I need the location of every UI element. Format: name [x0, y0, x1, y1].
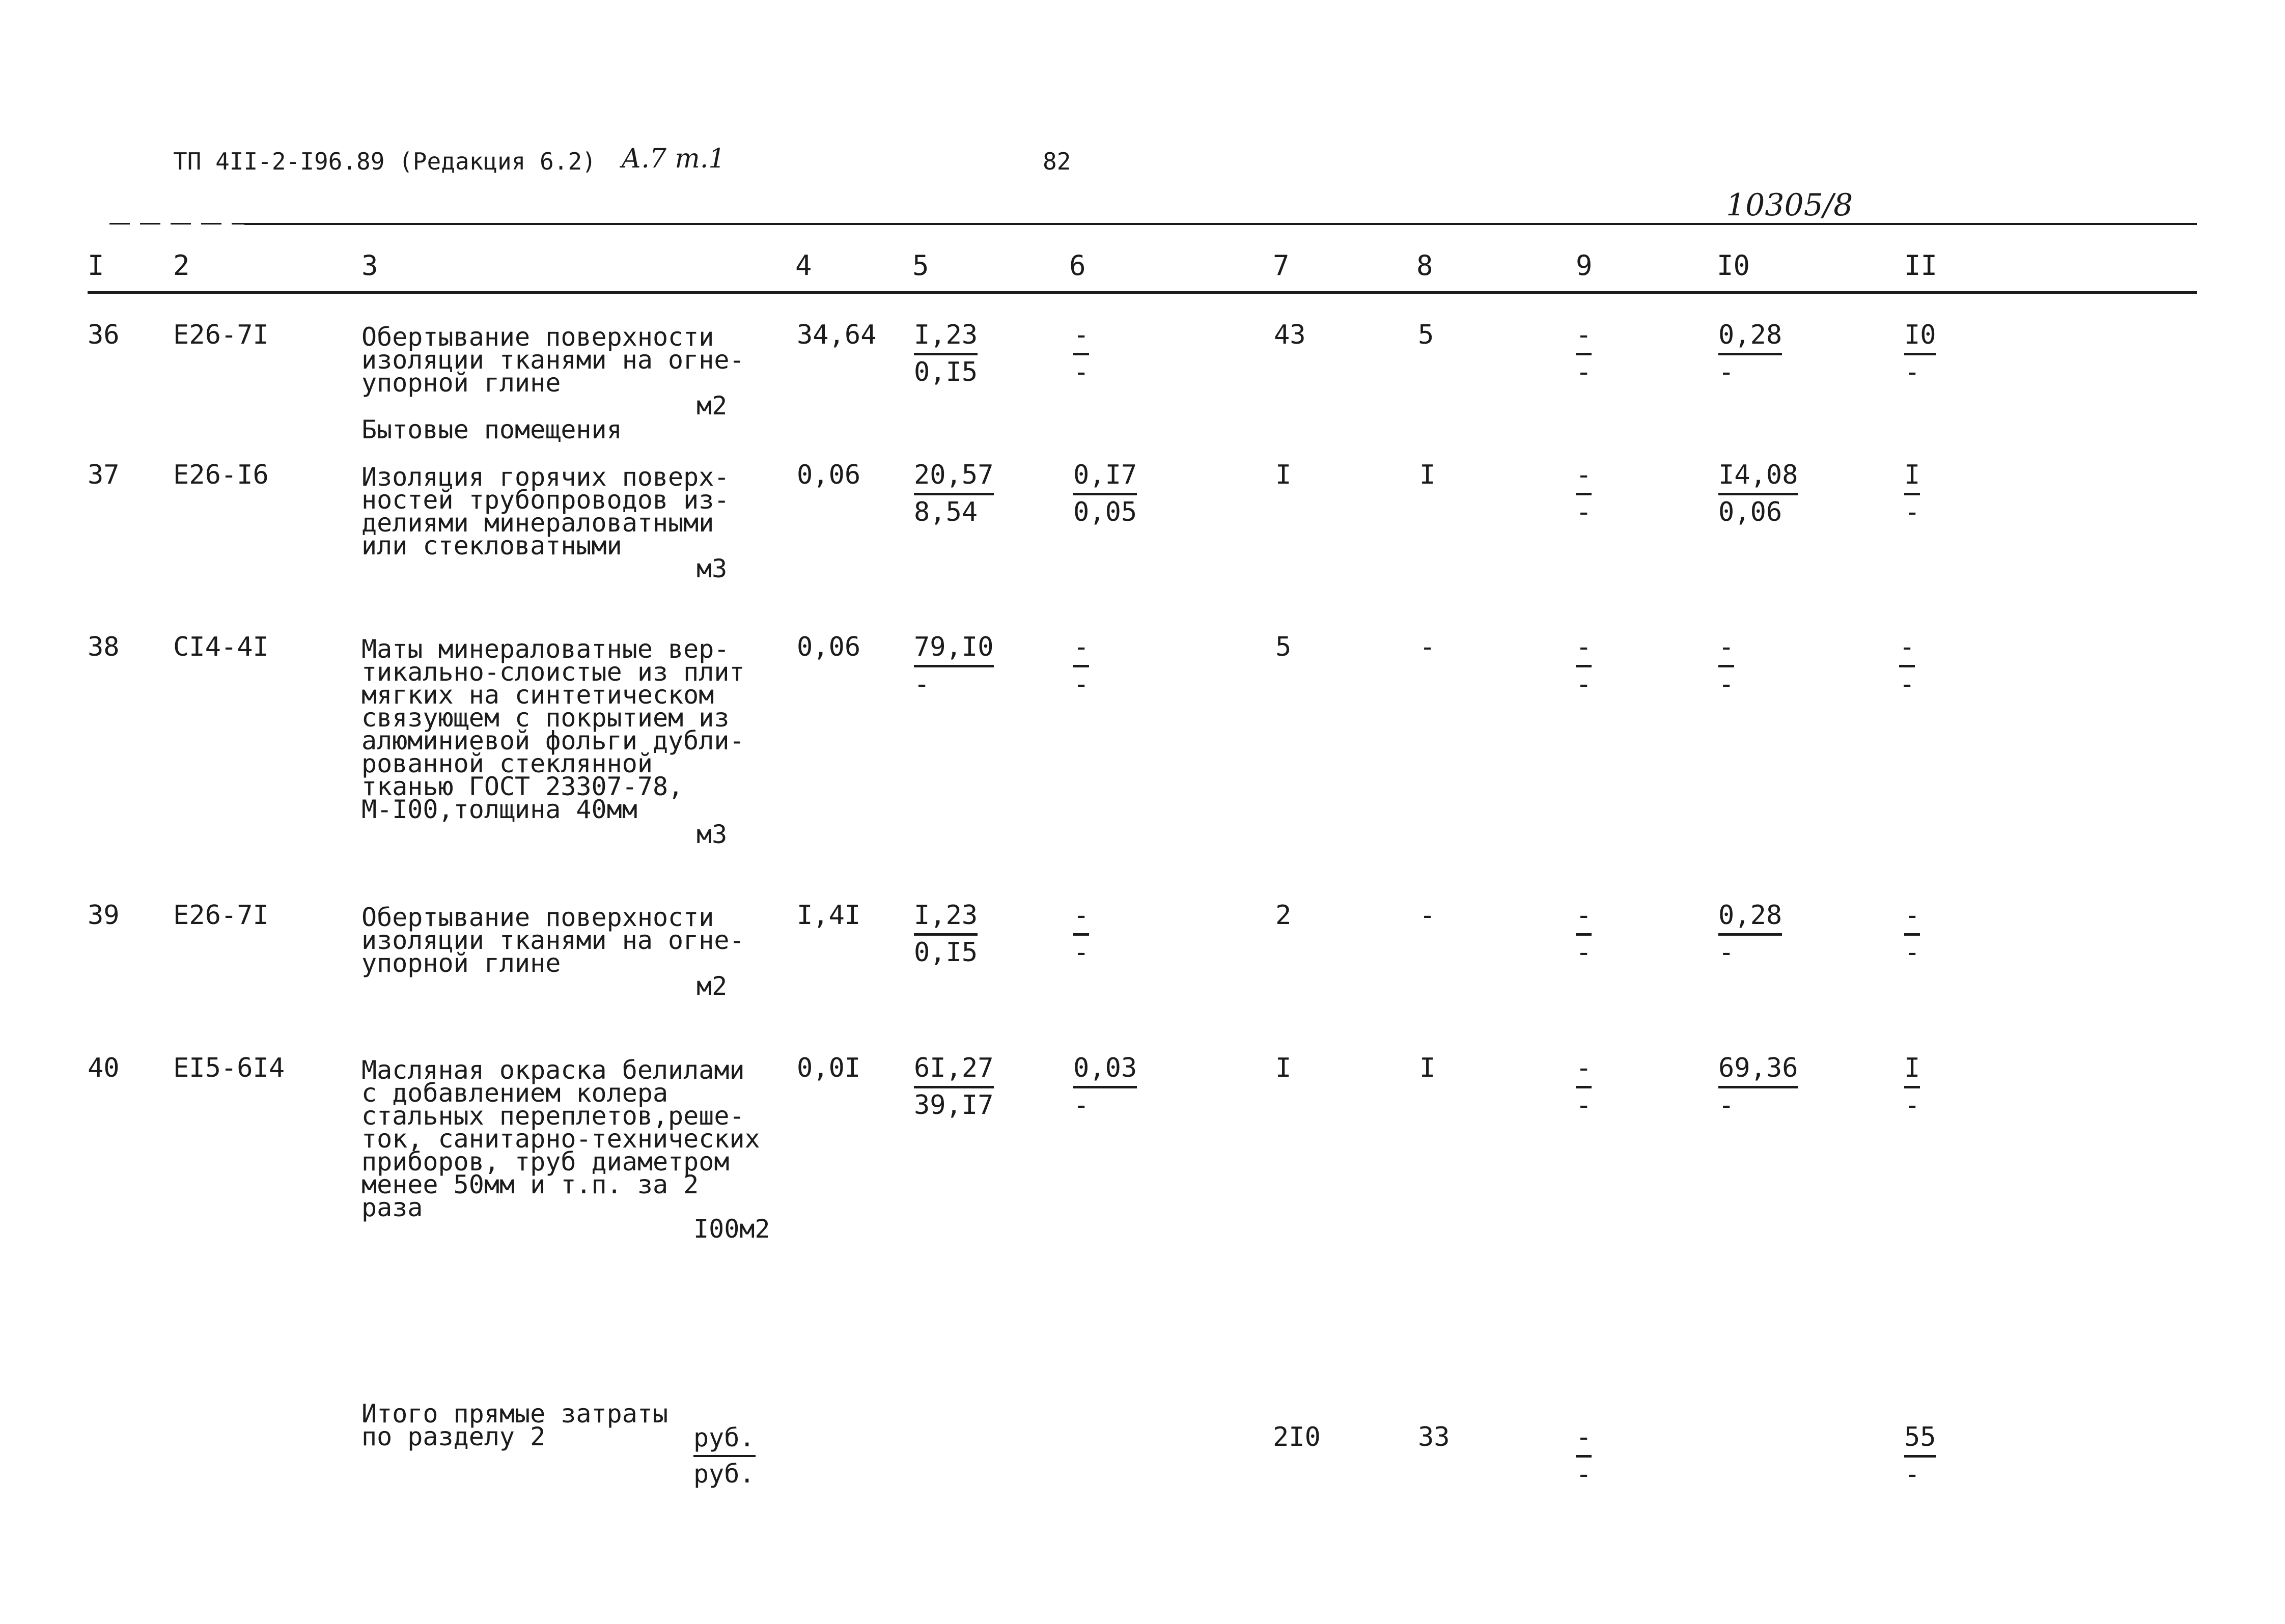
- fraction-bottom: -: [1904, 1090, 1920, 1121]
- fraction-top: 0,28: [1718, 318, 1782, 355]
- unit-of-measure: м3: [696, 820, 728, 849]
- total-wage-cost: 33: [1418, 1422, 1450, 1452]
- unit-of-measure: м2: [696, 391, 728, 421]
- work-description: Масляная окраска белилами с добавлением колера стальных переплетов,реше- ток, санитарно-технических приборов, труб диаметром менее 50мм и т.п. за 2 раза: [361, 1055, 760, 1222]
- fraction-top: -: [1073, 630, 1089, 667]
- fraction-bottom: 39,I7: [914, 1090, 994, 1121]
- fraction-top: I: [1904, 1051, 1920, 1088]
- fraction-cell: [1718, 899, 1782, 969]
- stamp-number: 10305/8: [1726, 187, 1853, 223]
- fraction-bottom: -: [1718, 937, 1735, 968]
- fraction-bottom: -: [1576, 937, 1592, 968]
- fraction-bottom: -: [1904, 497, 1920, 527]
- column-header: 9: [1576, 249, 1593, 282]
- fraction-bottom: 0,I5: [914, 357, 978, 387]
- fraction-cell: [1576, 630, 1592, 701]
- fraction-bottom: -: [1576, 1459, 1592, 1490]
- fraction-cell: [1904, 1051, 1920, 1122]
- handwritten-reference: А.7 т.1: [621, 144, 726, 174]
- wage-cost: -: [1419, 900, 1436, 931]
- fraction-top: 0,03: [1073, 1051, 1137, 1088]
- fraction-top: -: [1576, 899, 1592, 936]
- work-description: Изоляция горячих поверх- ностей трубопроводов из- делиями минераловатными или стекловатными: [361, 462, 730, 561]
- total-cost: I: [1275, 1053, 1292, 1083]
- unit-cost-fraction: [914, 630, 994, 701]
- fraction-top: -: [1576, 318, 1592, 355]
- total-cost: I: [1275, 460, 1292, 490]
- fraction-top: I: [1904, 458, 1920, 495]
- row-number: 38: [88, 632, 120, 662]
- row-number: 39: [88, 900, 120, 931]
- fraction-top: 0,28: [1718, 899, 1782, 936]
- column-header: I0: [1717, 249, 1750, 282]
- fraction-cell: [1576, 899, 1592, 969]
- fraction-cell: [1718, 458, 1798, 529]
- fraction-top: I,23: [914, 318, 978, 355]
- header-rule: [88, 291, 2197, 294]
- fraction-top: I0: [1904, 318, 1936, 355]
- fraction-bottom: 8,54: [914, 497, 978, 527]
- quantity: 0,06: [797, 632, 861, 662]
- document-reference: ТП 4II-2-I96.89 (Редакция 6.2): [173, 148, 596, 175]
- fraction-top: -: [1899, 630, 1915, 667]
- column-header: 8: [1416, 249, 1433, 282]
- rate-code: Е26-7I: [173, 320, 269, 350]
- fraction-cell: [1718, 1051, 1798, 1122]
- fraction-bottom: -: [1073, 937, 1090, 968]
- fraction-cell: [1904, 318, 1936, 389]
- quantity: 34,64: [797, 320, 877, 350]
- unit-cost-fraction: [914, 458, 994, 529]
- fraction-bottom: -: [1904, 937, 1920, 968]
- total-label: Итого прямые затраты по разделу 2: [361, 1399, 668, 1451]
- fraction-cell: [1073, 458, 1137, 529]
- fraction-cell: [1904, 1420, 1936, 1491]
- fraction-cell: [1899, 630, 1915, 701]
- fraction-bottom: -: [1899, 669, 1915, 699]
- total-unit-top: руб.: [693, 1423, 755, 1452]
- fraction-bottom: 0,05: [1073, 497, 1137, 527]
- fraction-cell: [1718, 318, 1782, 389]
- unit-of-measure: м2: [696, 971, 728, 1001]
- fraction-bottom: 0,I5: [914, 937, 978, 968]
- fraction-cell: [1073, 318, 1089, 389]
- section-label: Бытовые помещения: [361, 415, 622, 444]
- column-header: 6: [1069, 249, 1086, 282]
- fraction-bottom: -: [1576, 669, 1592, 699]
- fraction-top: 69,36: [1718, 1051, 1798, 1088]
- top-rule: [244, 223, 2197, 225]
- fraction-bottom: -: [1718, 669, 1735, 699]
- fraction-top: I,23: [914, 899, 978, 936]
- fraction-cell: [1073, 630, 1089, 701]
- fraction-top: 20,57: [914, 458, 994, 495]
- fraction-bottom: -: [1073, 669, 1090, 699]
- column-header: 7: [1273, 249, 1290, 282]
- fraction-top: -: [1904, 899, 1920, 936]
- fraction-bottom: -: [1904, 357, 1920, 387]
- total-cost: 2: [1275, 900, 1292, 931]
- fraction-top: -: [1073, 318, 1089, 355]
- fraction-bottom: 0,06: [1718, 497, 1782, 527]
- total-unit-bottom: руб.: [693, 1459, 755, 1489]
- column-header: 5: [912, 249, 929, 282]
- work-description: Маты минераловатные вер- тикально-слоистые из плит мягких на синтетическом связующем с покрытием из алюминиевой фольги дубли- рованной стеклянной тканью ГОСТ 23307-78, М-I00,толщина 40мм: [361, 634, 745, 824]
- fraction-top: 79,I0: [914, 630, 994, 667]
- fraction-cell: [1576, 318, 1592, 389]
- total-cost: 43: [1274, 320, 1306, 350]
- fraction-top: -: [1073, 899, 1089, 936]
- fraction-cell: [1576, 1420, 1592, 1491]
- rate-code: Е26-I6: [173, 460, 269, 490]
- fraction-top: -: [1576, 458, 1592, 495]
- fraction-top: 55: [1904, 1420, 1936, 1458]
- fraction-cell: [1904, 458, 1920, 529]
- fraction-top: -: [1576, 1420, 1592, 1458]
- unit-of-measure: м3: [696, 554, 728, 583]
- work-description: Обертывание поверхности изоляции тканями на огне- упорной глине: [361, 903, 745, 978]
- column-header: II: [1904, 249, 1938, 282]
- quantity: I,4I: [797, 900, 861, 931]
- fraction-cell: [1576, 1051, 1592, 1122]
- unit-cost-fraction: [914, 899, 978, 969]
- page-number: 82: [1043, 148, 1071, 175]
- column-header: I: [88, 249, 104, 282]
- fraction-bottom: -: [914, 669, 930, 699]
- fraction-bottom: -: [1718, 1090, 1735, 1121]
- wage-cost: 5: [1418, 320, 1434, 350]
- wage-cost: I: [1419, 1053, 1436, 1083]
- total-cost: 2I0: [1273, 1422, 1321, 1452]
- column-header: 4: [795, 249, 812, 282]
- row-number: 36: [88, 320, 120, 350]
- fraction-top: 6I,27: [914, 1051, 994, 1088]
- unit-cost-fraction: [914, 1051, 994, 1122]
- fraction-bottom: -: [1073, 357, 1090, 387]
- rate-code: СI4-4I: [173, 632, 269, 662]
- fraction-cell: [1073, 1051, 1137, 1122]
- wage-cost: -: [1419, 632, 1436, 662]
- fraction-bottom: -: [1576, 1090, 1592, 1121]
- fraction-top: I4,08: [1718, 458, 1798, 495]
- fraction-bottom: -: [1904, 1459, 1920, 1490]
- column-header: 2: [173, 249, 190, 282]
- column-header: 3: [361, 249, 378, 282]
- total-cost: 5: [1275, 632, 1292, 662]
- fraction-cell: [1904, 899, 1920, 969]
- row-number: 37: [88, 460, 120, 490]
- fraction-top: -: [1718, 630, 1734, 667]
- fraction-top: -: [1576, 1051, 1592, 1088]
- quantity: 0,06: [797, 460, 861, 490]
- fraction-cell: [1718, 630, 1734, 701]
- wage-cost: I: [1419, 460, 1436, 490]
- fraction-top: -: [1576, 630, 1592, 667]
- fraction-bottom: -: [1576, 497, 1592, 527]
- unit-of-measure: I00м2: [693, 1214, 770, 1244]
- fraction-cell: [1576, 458, 1592, 529]
- rate-code: ЕI5-6I4: [173, 1053, 285, 1083]
- fraction-bottom: -: [1576, 357, 1592, 387]
- quantity: 0,0I: [797, 1053, 861, 1083]
- fraction-top: 0,I7: [1073, 458, 1137, 495]
- work-description: Обертывание поверхности изоляции тканями на огне- упорной глине: [361, 322, 745, 398]
- rate-code: Е26-7I: [173, 900, 269, 931]
- unit-cost-fraction: [914, 318, 978, 389]
- fraction-bottom: -: [1073, 1090, 1090, 1121]
- fraction-bottom: -: [1718, 357, 1735, 387]
- row-number: 40: [88, 1053, 120, 1083]
- fraction-cell: [1073, 899, 1089, 969]
- total-unit-divider: [693, 1455, 756, 1457]
